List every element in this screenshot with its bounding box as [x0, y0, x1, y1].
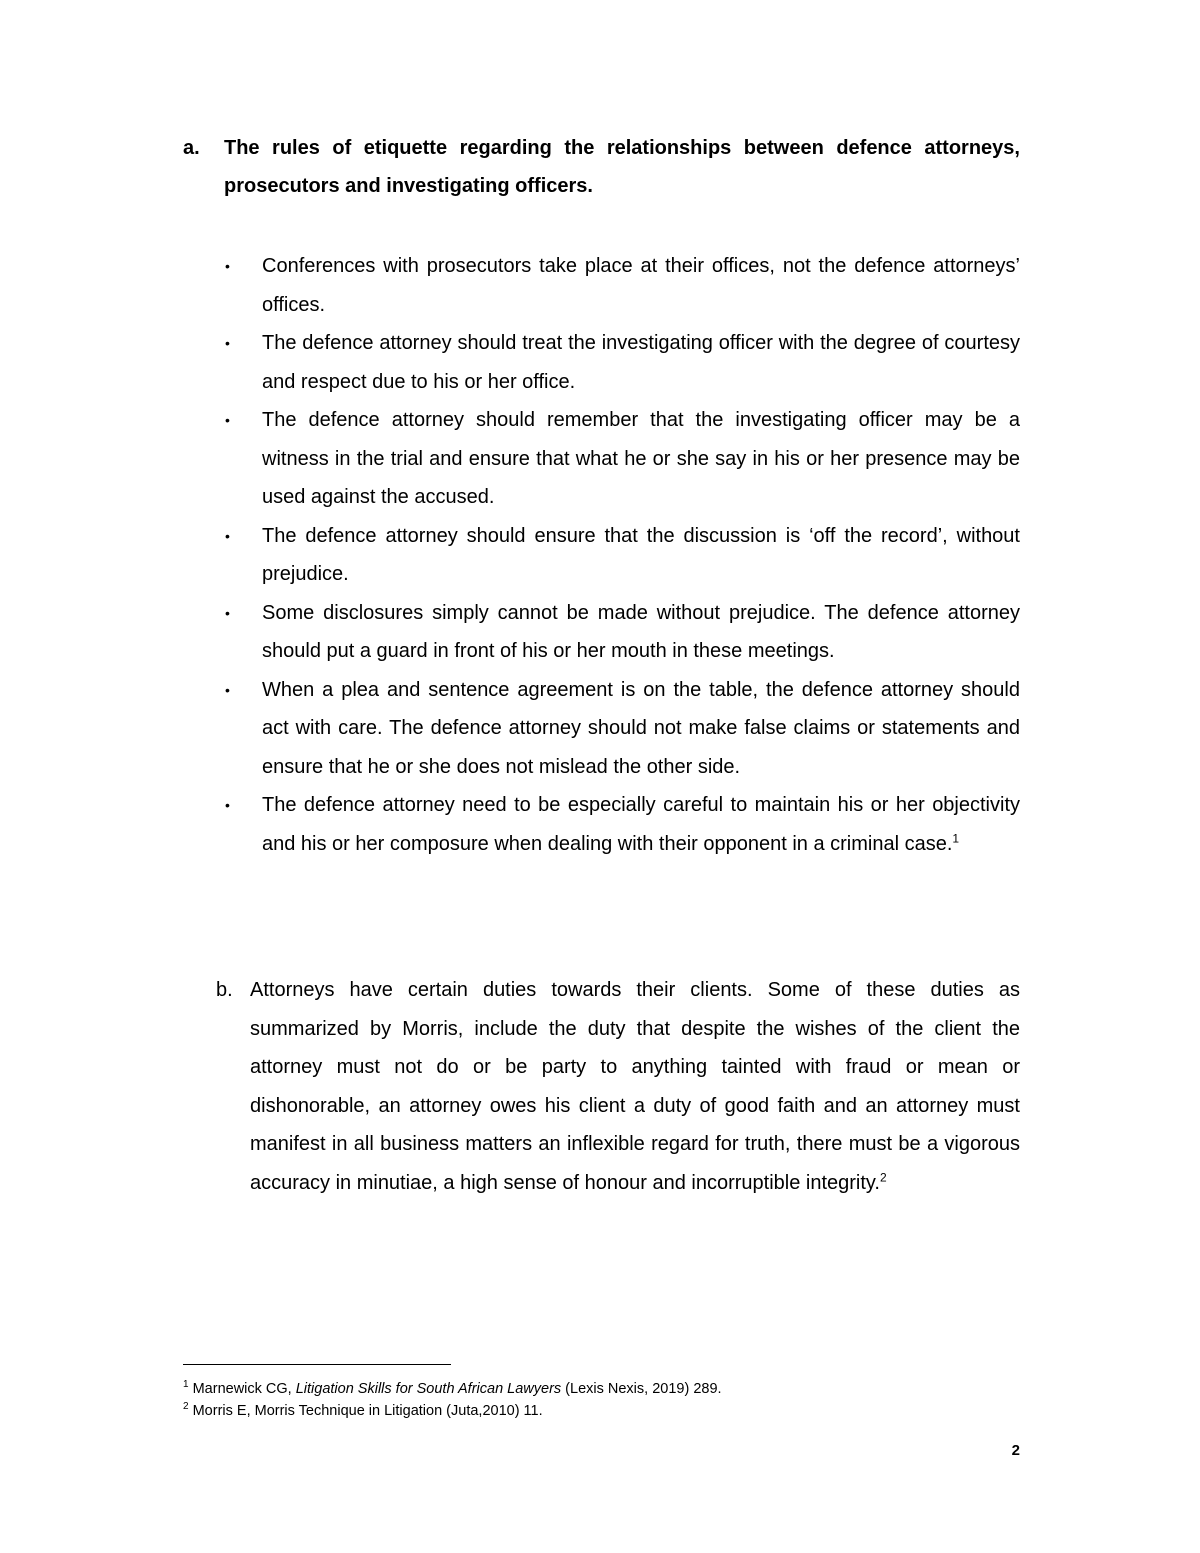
bullet-icon: •: [225, 797, 230, 813]
list-item: [223, 517, 1020, 594]
section-a-heading: [183, 129, 1020, 205]
section-b-text: Attorneys have certain duties towards their clients. Some of these duties as summarized by Morris, include the duty that despite the wishes of the client the attorney must not do or be party to anything tainted with fraud or mean or dishonorable, an attorney owes his client a duty of good faith and an attorney must manifest in all business matters an inflexible regard for truth, there must be a vigorous accuracy in minutiae, a high sense of honour and incorruptible integrity.: [250, 979, 1020, 1194]
bullet-text-with-footnote: [262, 786, 1020, 863]
footnote-text: Morris E, Morris Technique in Litigation (Juta,2010) 11.: [192, 1403, 543, 1419]
footnote-text-tail: (Lexis Nexis, 2019) 289.: [561, 1381, 722, 1397]
bullet-icon: •: [225, 412, 230, 428]
bullet-text: The defence attorney should ensure that the discussion is ‘off the record’, without prejudice.: [262, 524, 1020, 585]
section-b-paragraph: [250, 971, 1020, 1202]
bullet-text: The defence attorney need to be especially careful to maintain his or her objectivity and his or her composure when dealing with their opponent in a criminal case.: [262, 794, 1020, 855]
section-b: [216, 971, 1020, 1202]
footnote-ref-1[interactable]: 1: [952, 830, 960, 845]
bullet-text: When a plea and sentence agreement is on the table, the defence attorney should act with care. The defence attorney should not make false claims or statements and ensure that he or she does not mislead the other side.: [262, 678, 1020, 778]
footnote-ref-2[interactable]: 2: [880, 1169, 887, 1184]
section-b-marker: b.: [216, 979, 233, 1001]
bullet-text: Some disclosures simply cannot be made without prejudice. The defence attorney should put a guard in front of his or her mouth in these meetings.: [262, 601, 1020, 662]
list-item: [223, 247, 1020, 324]
bullet-text: Conferences with prosecutors take place at their offices, not the defence attorneys’ offices.: [262, 255, 1020, 316]
bullet-icon: •: [225, 335, 230, 351]
page-number: 2: [1011, 1442, 1020, 1459]
footnote-2: [183, 1400, 1020, 1422]
footnote-1: [183, 1378, 1020, 1400]
bullet-icon: •: [225, 681, 230, 698]
footnote-title: Litigation Skills for South African Lawyers: [295, 1381, 562, 1397]
section-a-heading-text: The rules of etiquette regarding the relationships between defence attorneys, prosecutors and investigating officers.: [224, 137, 1020, 197]
footnote-separator: [183, 1364, 451, 1365]
bullet-icon: •: [225, 604, 230, 621]
bullet-icon: •: [225, 258, 230, 274]
bullet-text: The defence attorney should treat the investigating officer with the degree of courtesy and respect due to his or her office.: [262, 332, 1020, 393]
bullet-list: [223, 247, 1020, 863]
section-a: [183, 129, 1020, 863]
footnote-text: Marnewick CG,: [192, 1381, 296, 1397]
footnote-number: 2: [183, 1401, 189, 1413]
bullet-icon: •: [225, 527, 230, 544]
footnote-number: 1: [183, 1379, 189, 1391]
list-item: [223, 401, 1020, 517]
list-item: [223, 671, 1020, 787]
list-item: [223, 594, 1020, 671]
list-item: [223, 786, 1020, 863]
footnotes: [183, 1378, 1020, 1422]
list-item: [223, 324, 1020, 401]
bullet-text: The defence attorney should remember that the investigating officer may be a witness in the trial and ensure that what he or she say in his or her presence may be used against the accused.: [262, 409, 1020, 508]
section-a-marker: a.: [183, 137, 200, 159]
